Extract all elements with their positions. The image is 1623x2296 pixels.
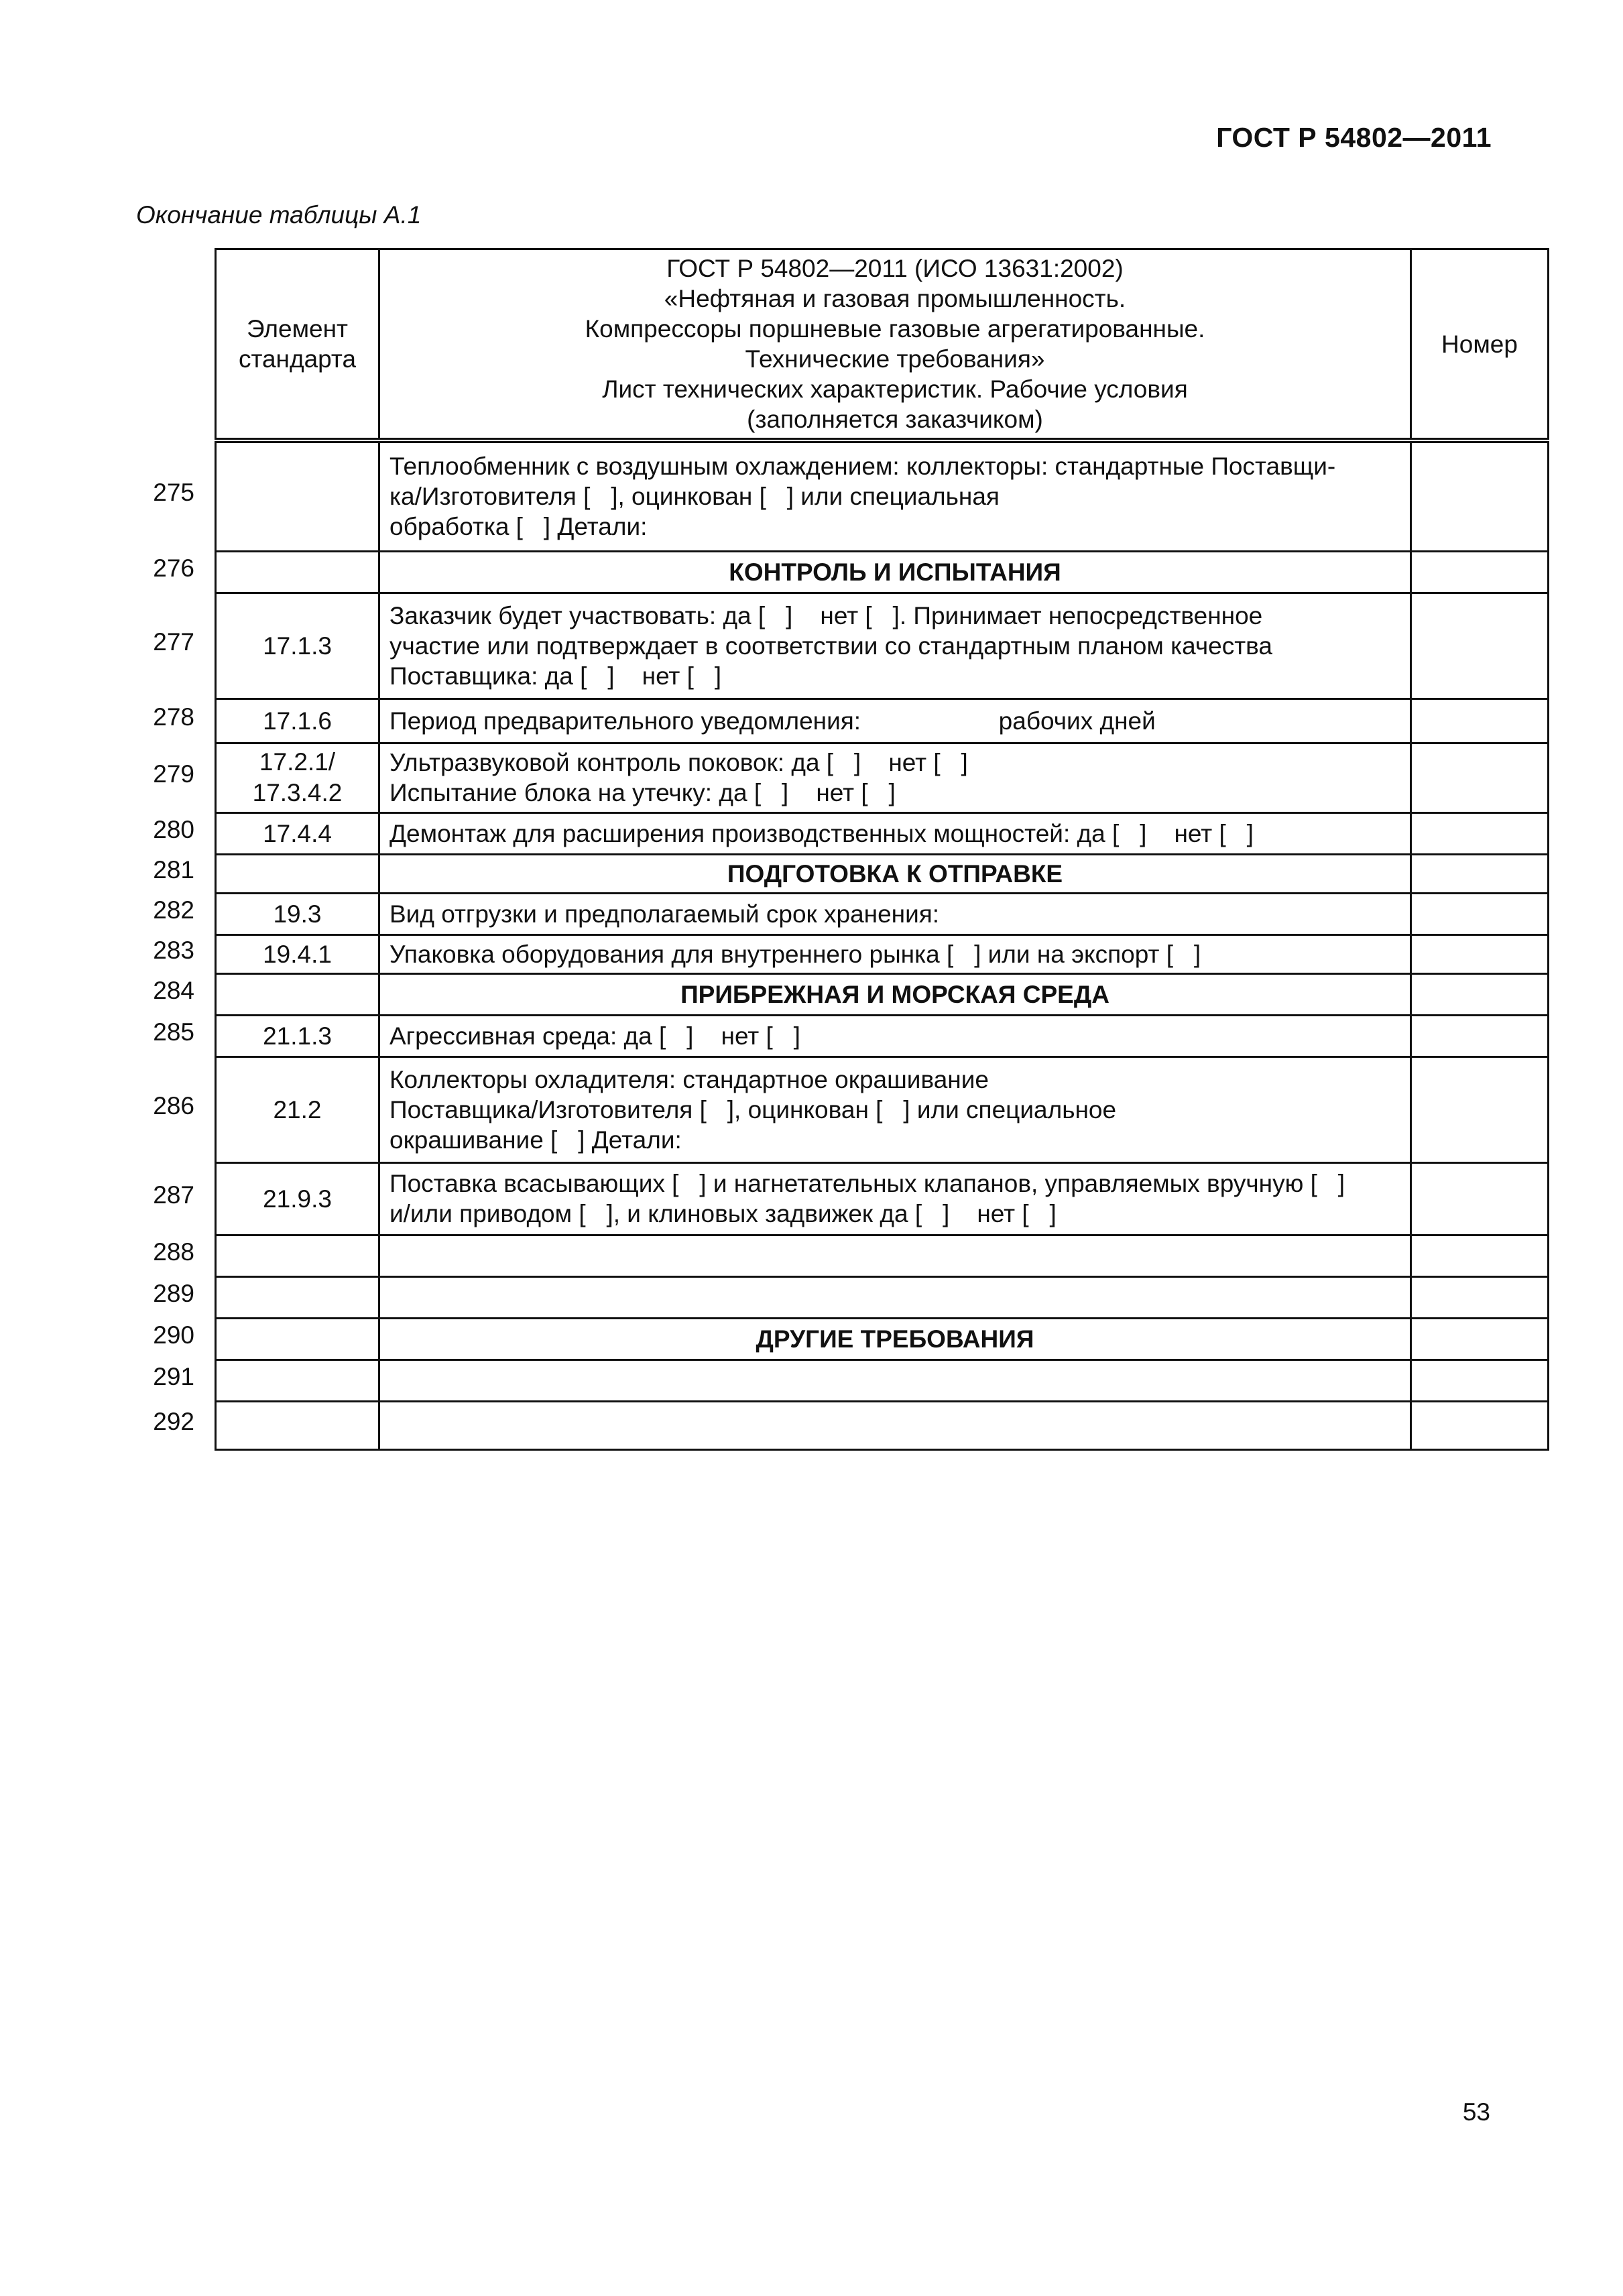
row-number: 275 — [153, 478, 194, 506]
header-title-line: Компрессоры поршневые газовые агрегатированные. — [585, 315, 1205, 343]
table-row — [216, 1162, 1549, 1235]
row-number: 276 — [153, 554, 194, 582]
cell-number — [1411, 1318, 1549, 1360]
cell-element — [216, 1401, 379, 1449]
table-row — [216, 1276, 1549, 1318]
table-row — [216, 551, 1549, 593]
cell-requirement — [379, 1235, 1411, 1276]
requirement-line: Поставщика: да [ ] нет [ ] — [389, 662, 722, 690]
row-number: 283 — [153, 936, 194, 964]
header-element-line: Элемент — [247, 315, 348, 343]
row-number: 284 — [153, 977, 194, 1004]
requirement-line: участие или подтверждает в соответствии со стандартным планом качества — [389, 631, 1272, 660]
row-number: 280 — [153, 816, 194, 843]
row-number: 290 — [153, 1321, 194, 1349]
cell-element: 17.1.3 — [216, 593, 379, 699]
header-title — [379, 249, 1411, 441]
requirement-line: Агрессивная среда: да [ ] нет [ ] — [389, 1022, 800, 1050]
table-row — [216, 593, 1549, 699]
cell-requirement — [379, 1015, 1411, 1056]
cell-requirement — [379, 440, 1411, 551]
cell-element — [216, 1276, 379, 1318]
table-row — [216, 699, 1549, 743]
requirement-line: Заказчик будет участвовать: да [ ] нет [ ]. Принимает непосредственное — [389, 601, 1263, 629]
header-element — [216, 249, 379, 441]
requirement-line: Поставщика/Изготовителя [ ], оцинкован [ ] или специальное — [389, 1095, 1117, 1124]
requirement-line: Ультразвуковой контроль поковок: да [ ] нет [ ] — [389, 749, 968, 776]
row-number: 292 — [153, 1408, 194, 1435]
row-number: 282 — [153, 896, 194, 924]
cell-number — [1411, 812, 1549, 854]
cell-element: 19.3 — [216, 893, 379, 934]
cell-number — [1411, 1401, 1549, 1449]
document-code: ГОСТ Р 54802—2011 — [1216, 122, 1492, 153]
requirement-line: Вид отгрузки и предполагаемый срок хранения: — [389, 900, 940, 928]
requirement-line: Демонтаж для расширения производственных мощностей: да [ ] нет [ ] — [389, 819, 1254, 847]
header-element-line: стандарта — [238, 345, 357, 373]
table-row — [216, 1235, 1549, 1276]
cell-element: 17.1.6 — [216, 699, 379, 743]
cell-requirement — [379, 699, 1411, 743]
requirement-line: Теплообменник с воздушным охлаждением: коллекторы: стандартные Поставщи- — [389, 452, 1336, 481]
cell-number — [1411, 1276, 1549, 1318]
cell-element — [216, 973, 379, 1015]
row-number: 277 — [153, 628, 194, 656]
table-row — [216, 973, 1549, 1015]
page-number: 53 — [1462, 2098, 1490, 2126]
requirement-line: Испытание блока на утечку: да [ ] нет [ ] — [389, 779, 896, 806]
row-number: 281 — [153, 856, 194, 884]
requirements-table — [215, 248, 1549, 1451]
cell-requirement — [379, 743, 1411, 812]
table-caption: Окончание таблицы А.1 — [136, 201, 422, 229]
cell-number — [1411, 440, 1549, 551]
header-title-line: (заполняется заказчиком) — [747, 406, 1043, 433]
requirement-line: ка/Изготовителя [ ], оцинкован [ ] или специальная — [389, 483, 1000, 511]
header-title-line: Лист технических характеристик. Рабочие условия — [602, 375, 1188, 403]
cell-number — [1411, 893, 1549, 934]
cell-element: 19.4.1 — [216, 934, 379, 973]
table-row — [216, 893, 1549, 934]
cell-requirement — [379, 1401, 1411, 1449]
requirement-line: окрашивание [ ] Детали: — [389, 1126, 682, 1154]
cell-number — [1411, 973, 1549, 1015]
row-number: 286 — [153, 1092, 194, 1120]
cell-element: 17.4.4 — [216, 812, 379, 854]
table-row — [216, 1056, 1549, 1162]
cell-requirement — [379, 1162, 1411, 1235]
table-row — [216, 812, 1549, 854]
cell-number — [1411, 1015, 1549, 1056]
cell-number — [1411, 551, 1549, 593]
cell-requirement — [379, 1056, 1411, 1162]
cell-number — [1411, 593, 1549, 699]
cell-requirement — [379, 1276, 1411, 1318]
cell-number — [1411, 934, 1549, 973]
cell-element — [216, 440, 379, 551]
section-heading: ДРУГИЕ ТРЕБОВАНИЯ — [379, 1318, 1411, 1360]
table-row — [216, 854, 1549, 893]
cell-number — [1411, 1235, 1549, 1276]
table-row — [216, 1401, 1549, 1449]
cell-element — [216, 1235, 379, 1276]
cell-number — [1411, 743, 1549, 812]
row-number: 278 — [153, 703, 194, 731]
cell-element — [216, 551, 379, 593]
cell-element: 17.2.1/ 17.3.4.2 — [216, 743, 379, 812]
cell-number — [1411, 1360, 1549, 1401]
row-number: 289 — [153, 1280, 194, 1307]
requirement-line: и/или приводом [ ], и клиновых задвижек да [ ] нет [ ] — [389, 1200, 1057, 1227]
cell-number — [1411, 854, 1549, 893]
table-header-row — [216, 249, 1549, 441]
row-number: 288 — [153, 1238, 194, 1266]
header-title-line: Технические требования» — [745, 345, 1045, 373]
section-heading: КОНТРОЛЬ И ИСПЫТАНИЯ — [379, 551, 1411, 593]
cell-requirement — [379, 593, 1411, 699]
requirement-line: Период предварительного уведомления: рабочих дней — [389, 707, 1156, 735]
row-number: 279 — [153, 760, 194, 788]
cell-element — [216, 1360, 379, 1401]
row-number: 285 — [153, 1018, 194, 1046]
cell-element — [216, 1318, 379, 1360]
row-number: 287 — [153, 1181, 194, 1209]
row-number: 291 — [153, 1363, 194, 1390]
header-title-line: «Нефтяная и газовая промышленность. — [664, 285, 1126, 312]
section-heading: ПРИБРЕЖНАЯ И МОРСКАЯ СРЕДА — [379, 973, 1411, 1015]
requirement-line: Упаковка оборудования для внутреннего рынка [ ] или на экспорт [ ] — [389, 940, 1201, 968]
table-row — [216, 1360, 1549, 1401]
cell-number — [1411, 699, 1549, 743]
cell-element: 21.2 — [216, 1056, 379, 1162]
table-row — [216, 440, 1549, 551]
table-row — [216, 743, 1549, 812]
table-row — [216, 1318, 1549, 1360]
header-title-line: ГОСТ Р 54802—2011 (ИСО 13631:2002) — [666, 255, 1124, 282]
cell-number — [1411, 1162, 1549, 1235]
requirement-line: обработка [ ] Детали: — [389, 513, 648, 541]
requirement-line: Поставка всасывающих [ ] и нагнетательных клапанов, управляемых вручную [ ] — [389, 1170, 1345, 1197]
cell-number — [1411, 1056, 1549, 1162]
cell-element — [216, 854, 379, 893]
table-row — [216, 934, 1549, 973]
cell-requirement — [379, 1360, 1411, 1401]
table-row — [216, 1015, 1549, 1056]
cell-requirement — [379, 812, 1411, 854]
cell-element: 21.9.3 — [216, 1162, 379, 1235]
cell-requirement — [379, 893, 1411, 934]
section-heading: ПОДГОТОВКА К ОТПРАВКЕ — [379, 854, 1411, 893]
cell-requirement — [379, 934, 1411, 973]
requirement-line: Коллекторы охладителя: стандартное окрашивание — [389, 1065, 989, 1093]
cell-element: 21.1.3 — [216, 1015, 379, 1056]
header-number: Номер — [1411, 249, 1549, 441]
